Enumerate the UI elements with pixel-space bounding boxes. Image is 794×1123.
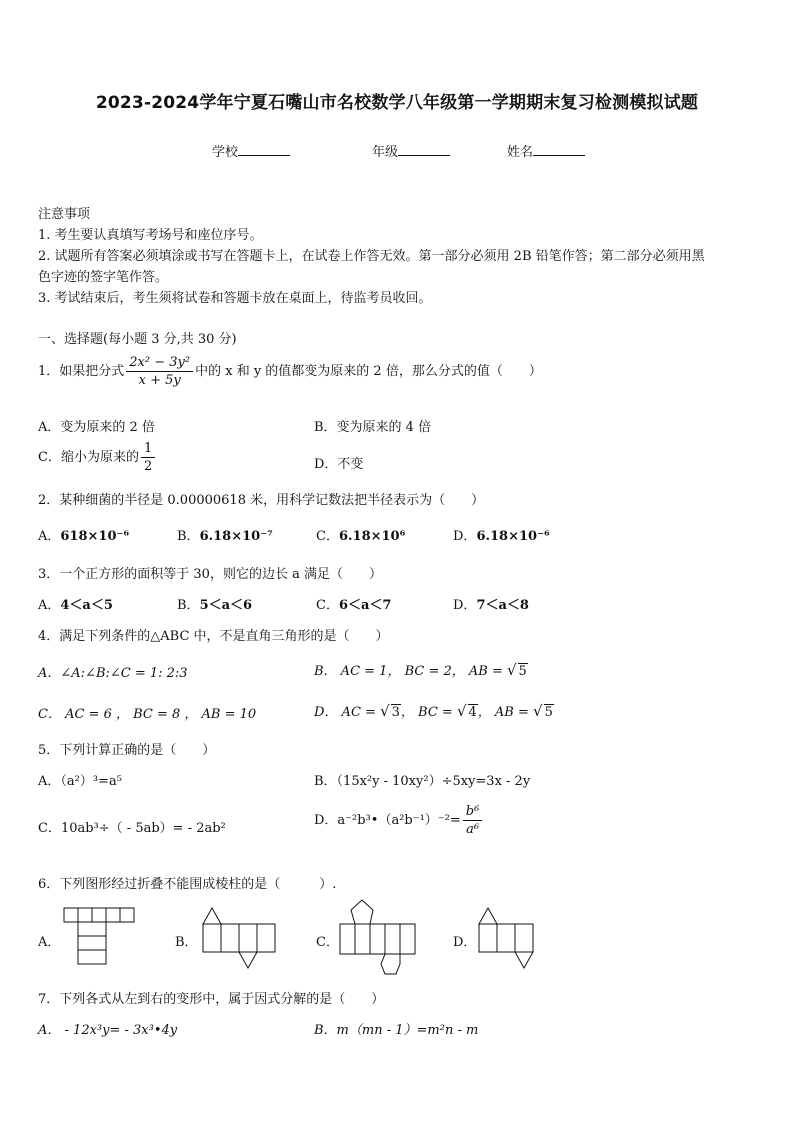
- q3-d-value: 7＜a＜8: [476, 598, 529, 613]
- note-item: 2. 试题所有答案必须填涂或书写在答题卡上，在试卷上作答无效。第一部分必须用 2B 铅笔作答；第二部分必须用黑: [38, 249, 705, 264]
- q3-d-label: D．: [453, 598, 477, 613]
- question-2: 2．某种细菌的半径是 0.00000618 米，用科学记数法把半径表示为（ ）: [38, 493, 485, 508]
- name-blank: [533, 143, 585, 156]
- question-4: 4．满足下列条件的△ABC 中，不是直角三角形的是（ ）: [38, 629, 389, 644]
- sqrt-icon: √: [533, 702, 543, 720]
- q5-d-denominator: a⁶: [466, 822, 480, 837]
- q5-option-c: C．10ab³÷（ - 5ab）= - 2ab²: [38, 821, 226, 836]
- q2-option-a: [38, 525, 129, 544]
- note-item: 3. 考试结束后，考生须将试卷和答题卡放在桌面上，待监考员收回。: [38, 291, 432, 306]
- q2-d-label: D．: [453, 529, 477, 544]
- q4-b-text: B． AC = 1， BC = 2， AB =: [314, 664, 507, 679]
- q5-option-a: A．（a²）³=a⁵: [38, 774, 122, 789]
- q4-option-d: [314, 701, 554, 720]
- q4-d-text: ， BC =: [400, 705, 457, 720]
- notes-heading: 注意事项: [38, 207, 91, 222]
- sqrt-icon: √: [456, 702, 467, 720]
- q1-c-denominator: 2: [143, 459, 153, 474]
- question-1: [38, 355, 542, 388]
- q1-fraction: [126, 355, 193, 388]
- q1-suffix: 中的 x 和 y 的值都变为原来的 2 倍，那么分式的值（ ）: [195, 364, 542, 379]
- q1-c-prefix: C．缩小为原来的: [38, 450, 139, 465]
- q2-a-value: 618×10⁻⁶: [60, 529, 130, 544]
- q3-c-label: C．: [316, 598, 339, 613]
- q2-option-c: [316, 525, 405, 544]
- q4-d-text: ， AB =: [477, 705, 534, 720]
- q1-denominator: x + 5y: [138, 373, 181, 388]
- q1-option-c: [38, 441, 157, 474]
- sqrt-icon: √: [380, 702, 390, 720]
- sqrt-icon: √: [506, 661, 517, 679]
- q3-a-value: 4＜a＜5: [60, 598, 113, 613]
- q1-prefix: 1．如果把分式: [38, 364, 125, 379]
- q4-d-text: D． AC =: [314, 705, 381, 720]
- q4-option-c: C． AC = 6 ， BC = 8 ， AB = 10: [38, 707, 257, 722]
- question-3: 3．一个正方形的面积等于 30，则它的边长 a 满足（ ）: [38, 567, 382, 582]
- q5-d-numerator: b⁶: [463, 804, 483, 821]
- q6-option-d-label: D．: [453, 935, 477, 950]
- q1-c-numerator: 1: [141, 441, 155, 458]
- q6-option-b-label: B．: [175, 935, 198, 950]
- q2-option-b: [177, 525, 273, 544]
- question-5: 5．下列计算正确的是（ ）: [38, 743, 216, 758]
- q2-c-value: 6.18×10⁶: [338, 529, 406, 544]
- question-7: 7．下列各式从左到右的变形中，属于因式分解的是（ ）: [38, 992, 385, 1007]
- q5-d-fraction: [463, 804, 483, 837]
- q1-option-d: D．不变: [314, 457, 364, 472]
- q3-b-label: B．: [177, 598, 200, 613]
- note-item: 1. 考生要认真填写考场号和座位序号。: [38, 228, 263, 243]
- q4-option-b: [314, 660, 528, 679]
- q3-a-label: A．: [38, 598, 61, 613]
- name-label: 姓名: [507, 145, 534, 160]
- q5-option-d: [314, 804, 484, 837]
- q5-d-text: D．a⁻²b³•（a²b⁻¹）⁻²=: [314, 813, 461, 828]
- q3-b-value: 5＜a＜6: [199, 598, 253, 613]
- net-figure-d: [479, 906, 535, 970]
- q2-option-d: [453, 525, 550, 544]
- q2-a-label: A．: [38, 529, 61, 544]
- grade-field: [372, 141, 450, 160]
- question-6: 6．下列图形经过折叠不能围成棱柱的是（ ）.: [38, 877, 337, 892]
- section-heading: 一、选择题(每小题 3 分,共 30 分): [38, 332, 237, 347]
- q4-d-radicand: 3: [391, 705, 400, 720]
- school-blank: [238, 143, 290, 156]
- q2-d-value: 6.18×10⁻⁶: [476, 529, 550, 544]
- grade-label: 年级: [372, 145, 399, 160]
- net-figure-c: [340, 898, 416, 974]
- q4-d-radicand: 4: [468, 705, 477, 720]
- q1-numerator: 2x² − 3y²: [126, 355, 193, 372]
- net-figure-a: [64, 908, 134, 970]
- q4-d-radicand: 5: [544, 705, 553, 720]
- grade-blank: [398, 143, 450, 156]
- q6-option-c-label: C．: [316, 935, 339, 950]
- page-title: 2023-2024学年宁夏石嘴山市名校数学八年级第一学期期末复习检测模拟试题: [95, 93, 699, 113]
- q3-option-b: [177, 594, 252, 613]
- q5-option-b: B．（15x²y - 10xy²）÷5xy=3x - 2y: [314, 774, 531, 789]
- note-item: 色字迹的签字笔作答。: [38, 270, 169, 285]
- q1-option-b: B．变为原来的 4 倍: [314, 420, 432, 435]
- q2-c-label: C．: [316, 529, 339, 544]
- q3-option-d: [453, 594, 529, 613]
- name-field: [507, 141, 585, 160]
- school-field: [212, 141, 290, 160]
- net-figure-b: [203, 906, 275, 970]
- q2-b-value: 6.18×10⁻⁷: [199, 529, 273, 544]
- q3-option-a: [38, 594, 113, 613]
- q1-c-fraction: [141, 441, 155, 474]
- school-label: 学校: [212, 145, 239, 160]
- q6-option-a-label: A．: [38, 935, 61, 950]
- q1-option-a: A．变为原来的 2 倍: [38, 420, 155, 435]
- q3-option-c: [316, 594, 391, 613]
- q3-c-value: 6＜a＜7: [338, 598, 392, 613]
- q7-option-b: B．m（mn - 1）=m²n - m: [314, 1023, 479, 1038]
- q4-b-radicand: 5: [518, 664, 527, 679]
- q4-option-a: A．∠A:∠B:∠C = 1: 2:3: [38, 666, 188, 681]
- q2-b-label: B．: [177, 529, 200, 544]
- q7-option-a: A． - 12x³y= - 3x³•4y: [38, 1023, 178, 1038]
